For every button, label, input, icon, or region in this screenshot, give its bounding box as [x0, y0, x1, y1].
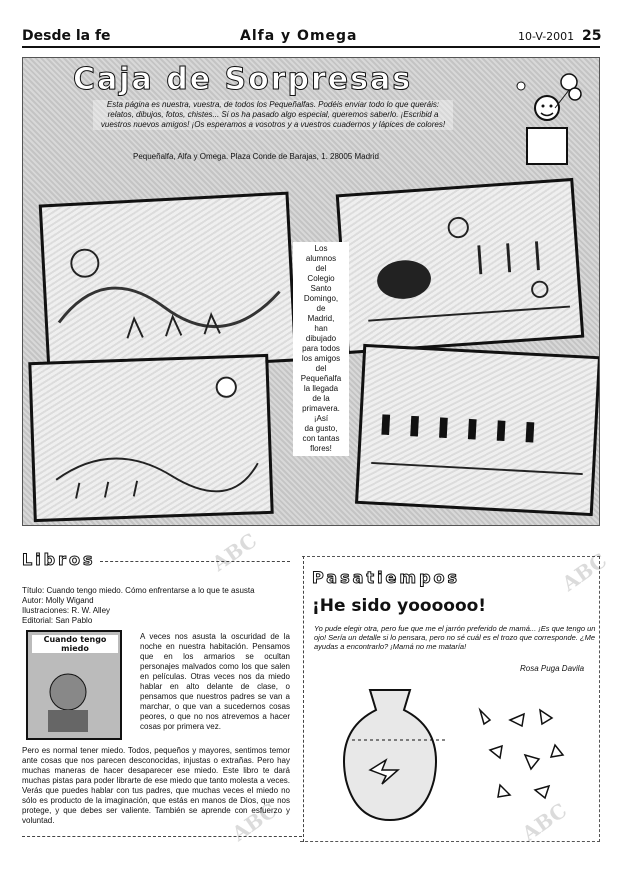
- book-cover: [26, 630, 122, 740]
- caption-line: los amigos: [301, 354, 341, 363]
- page-header: [22, 28, 600, 48]
- book-author-line: Autor: Molly Wigand: [22, 596, 94, 605]
- caption-line: da gusto,: [304, 424, 338, 433]
- pasatiempos-title: ¡He sido yoooooo!: [312, 596, 487, 616]
- caption-line: Pequeñalfa: [300, 374, 342, 383]
- issue-date: 10-V-2001: [518, 30, 575, 43]
- caption-line: ¡Así: [313, 414, 329, 423]
- child-drawing-4: [355, 344, 600, 516]
- divider: [100, 561, 290, 562]
- caption-line: alumnos: [305, 254, 337, 263]
- caption-line: la llegada: [303, 384, 339, 393]
- caption-line: para todos: [302, 344, 340, 353]
- cover-title: Cuando tengo miedo: [32, 635, 118, 653]
- watermark: ABC: [207, 528, 262, 576]
- pasatiempos-heading: Pasatiempos: [312, 568, 461, 587]
- caja-de-sorpresas-box: [22, 57, 600, 526]
- page-number: 25: [582, 28, 602, 44]
- feature-title: Caja de Sorpresas: [73, 62, 413, 97]
- book-meta: [22, 586, 255, 626]
- caption-line: Domingo,: [303, 294, 339, 303]
- section-name: Desde la fe: [22, 28, 111, 44]
- caption-line: del: [315, 264, 327, 273]
- caption-line: primavera.: [302, 404, 340, 413]
- feature-intro: Esta página es nuestra, vuestra, de todos los Pequeñalfas. Podéis enviar todo lo que queráis: relatos, dibujos, fotos, chistes... Si os ha pasado algo especial, queremos saberlo. ¡Escribid a vuestros nuevos amigos! ¡Os esperamos a vosotros y a vuestros cuadernos y lápices de colores!: [93, 100, 453, 130]
- caption-line: Madrid,: [307, 314, 335, 323]
- caption-line: de: [316, 304, 326, 313]
- libros-heading: Libros: [22, 550, 96, 569]
- broken-vase-puzzle: [330, 680, 580, 830]
- child-drawing-3: [28, 354, 273, 522]
- pasatiempos-text: Yo pude elegir otra, pero fue que me el jarrón preferido de mamá... ¡Es que tengo un ojo! Sería un detalle si lo pensara, pero no sé cuál es el trozo que corresponde. ¿Me ayudas a encontrarlo? ¡Mamá no me mataría!: [314, 624, 596, 651]
- caption-line: han: [314, 324, 328, 333]
- book-illustrator-line: Ilustraciones: R. W. Alley: [22, 606, 111, 615]
- caption-line: dibujado: [305, 334, 337, 343]
- book-review-text-cont: Pero es normal tener miedo. Todos, pequeños y mayores, sentimos temor ante cosas que nos parecen desconocidas, injustas o extrañas. Pero hay muchas maneras de hacer desaparecer ese miedo. Este libro te dará muchas pistas para poder librarte de ese miedo que tanto molesta a veces. Verás que puedes hablar con tus padres, que muchas veces el miedo no sólo es producto de la imaginación, que estás en manos de Dios, que nos protege, y que debes ser valiente. También se aprende con esfuerzo y voluntad.: [22, 746, 290, 825]
- feature-address: Pequeñalfa, Alfa y Omega. Plaza Conde de Barajas, 1. 28005 Madrid: [133, 152, 379, 161]
- book-publisher-line: Editorial: San Pablo: [22, 616, 93, 625]
- divider: [22, 836, 302, 837]
- watermark: ABC: [227, 798, 282, 846]
- caption-line: Santo: [310, 284, 332, 293]
- publication-name: Alfa y Omega: [240, 28, 358, 44]
- caption-line: Los: [314, 244, 328, 253]
- watermark: ABC: [557, 548, 612, 596]
- jack-in-box-icon: [513, 68, 583, 168]
- divider: [303, 556, 304, 842]
- child-drawing-2: [336, 178, 585, 354]
- caption-line: con tantas: [302, 434, 340, 443]
- book-review-text: A veces nos asusta la oscuridad de la noche en nuestra habitación. Pensamos que en los armarios se ocultan personajes malvados como los que salen en películas. Otras veces nos da miedo hablar en alto delante de clase, o pensamos que nuestros padres se van a marchar, o que van a sucedernos cosas peores, o que no nos atrevemos a hacer cosas por primera vez.: [140, 632, 290, 731]
- caption-line: del: [315, 364, 327, 373]
- watermark: ABC: [517, 798, 572, 846]
- caption-line: de la: [312, 394, 330, 403]
- caption-line: Colegio: [307, 274, 335, 283]
- drawings-caption: [293, 242, 349, 456]
- child-drawing-1: [39, 192, 298, 375]
- book-title-line: Título: Cuando tengo miedo. Cómo enfrentarse a lo que te asusta: [22, 586, 255, 595]
- pasatiempos-author: Rosa Puga Davila: [520, 664, 585, 673]
- caption-line: flores!: [310, 444, 332, 453]
